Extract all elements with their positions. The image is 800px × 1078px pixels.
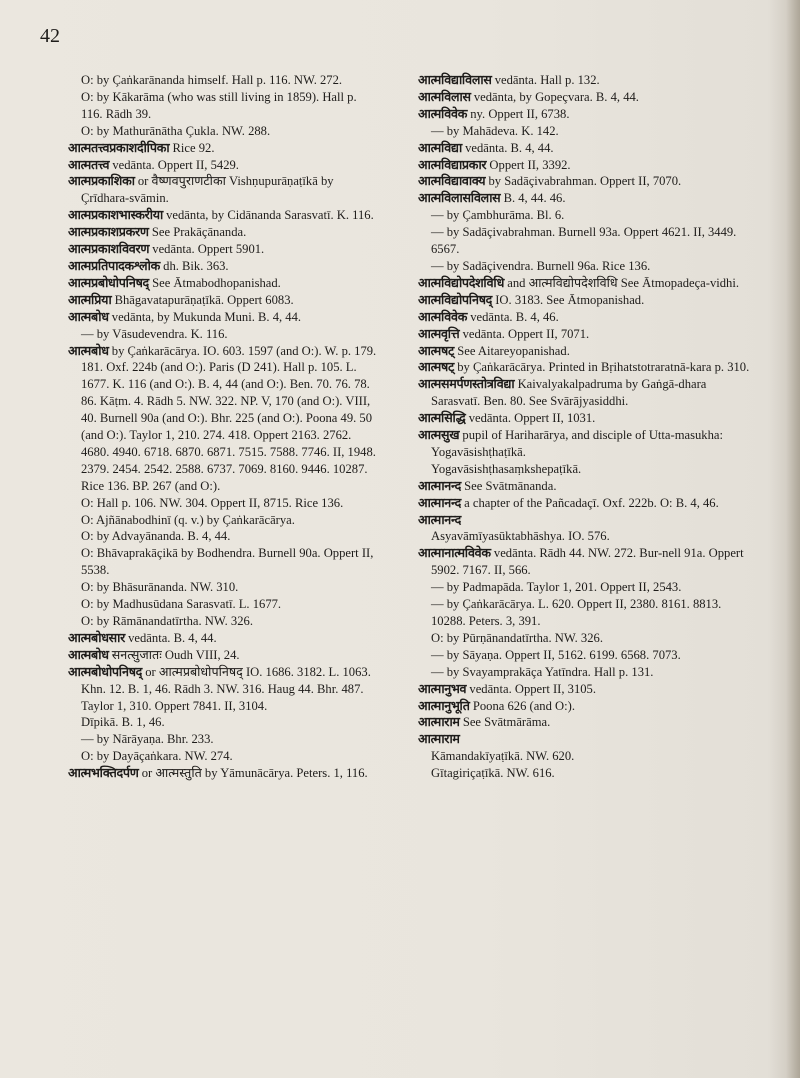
catalog-entry: [418, 765, 758, 782]
entry-headword: आत्मप्रकाशविवरण: [68, 241, 150, 257]
catalog-entry: [418, 157, 758, 174]
catalog-entry: [418, 528, 758, 545]
entry-text: by Çaṅkarācārya. IO. 603. 1597 (and O:). W. p. 179. 181. Oxf. 224b (and O:). Paris (D 241). Hall p. 105. L. 1677. K. 116 (and O:). B. 4, 44 (and O:). Ben. 70. 76. 78. 86. Kāṭm. 4. Rādh 5. NW. 322. NP. V, 170 (and O:). VIII, 40. Burnell 90a (and O:). Bhr. 225 (and O:). Poona 49. 50 (and O:). Taylor 1, 210. 274. 418. Oppert 2163. 2762. 4680. 4940. 6718. 6870. 6871. 7515. 7588. 7746. II, 1948. 2379. 2454. 2542. 2588. 6737. 7069. 8160. 9446. 10287. Rice 136. BP. 267 (and O:).: [81, 343, 377, 493]
catalog-entry: [418, 292, 758, 309]
entry-headword: आत्मप्रबोधोपनिषद्: [68, 274, 149, 290]
entry-text: or आत्मप्रबोधोपनिषद् IO. 1686. 3182. L. 1063. Khn. 12. B. 1, 46. Rādh 3. NW. 316. Haug 44. Bhr. 487. Taylor 1, 310. Oppert 7841. II, 3104.: [81, 664, 371, 713]
entry-text: ny. Oppert II, 6738.: [470, 106, 570, 121]
catalog-entry: [68, 173, 380, 207]
catalog-entry: [68, 241, 380, 258]
catalog-entry: [418, 579, 758, 596]
entry-text: dh. Bik. 363.: [163, 258, 229, 273]
left-column: [68, 72, 380, 782]
entry-headword: आत्मविवेक: [418, 308, 468, 324]
catalog-entry: [68, 258, 380, 275]
entry-headword: आत्मषट्: [418, 359, 455, 375]
catalog-entry: [418, 376, 758, 410]
catalog-entry: [418, 698, 758, 715]
catalog-entry: [418, 444, 758, 461]
entry-text: vedānta, by Gopeçvara. B. 4, 44.: [473, 89, 639, 104]
catalog-entry: [68, 647, 380, 664]
entry-text: and आत्मविद्योपदेशविधि See Ātmopadeça-vidhi.: [507, 275, 739, 290]
catalog-entry: [418, 89, 758, 106]
entry-headword: आत्मसुख: [418, 427, 460, 443]
entry-text: — by Sadāçivabrahman. Burnell 93a. Oppert 4621. II, 3449. 6567.: [431, 225, 737, 257]
entry-text: See Ātmabodhopanishad.: [152, 275, 281, 290]
entry-headword: आत्मतत्त्वप्रकाशदीपिका: [68, 139, 170, 155]
entry-headword: आत्मविवेक: [418, 105, 468, 121]
entry-text: by Çaṅkarācārya. Printed in Bṛihatstotraratnā-kara p. 310.: [457, 360, 750, 375]
entry-headword: आत्मबोधसार: [68, 629, 125, 645]
entry-headword: आत्मानन्द: [418, 494, 461, 510]
entry-text: Kāmandakīyaṭīkā. NW. 620.: [431, 749, 575, 764]
entry-text: a chapter of the Pañcadaçī. Oxf. 222b. O: B. 4, 46.: [464, 495, 719, 510]
entry-headword: आत्मभक्तिदर्पण: [68, 765, 139, 781]
entry-text: — by Vāsudevendra. K. 116.: [81, 326, 228, 341]
catalog-entry: [68, 309, 380, 326]
page-edge-shadow: [786, 0, 800, 1078]
entry-text: — by Çaṅkarācārya. L. 620. Oppert II, 2380. 8161. 8813. 10288. Peters. 3, 391.: [431, 597, 722, 628]
catalog-entry: [418, 478, 758, 495]
entry-headword: आत्मप्रतिपादकश्लोक: [68, 257, 160, 273]
entry-headword: आत्मविद्यावाक्य: [418, 173, 486, 189]
entry-text: — by Çambhurāma. Bl. 6.: [431, 208, 565, 223]
entry-text: See Svātmārāma.: [462, 715, 551, 730]
entry-text: O: by Advayānanda. B. 4, 44.: [81, 529, 231, 544]
catalog-entry: [418, 190, 758, 207]
entry-text: Bhāgavatapurāṇaṭīkā. Oppert 6083.: [114, 292, 294, 307]
catalog-entry: [418, 140, 758, 157]
entry-text: — by Padmapāda. Taylor 1, 201. Oppert II, 2543.: [431, 580, 682, 595]
catalog-entry: [418, 714, 758, 731]
entry-headword: आत्मविलास: [418, 88, 471, 104]
catalog-entry: [68, 664, 380, 715]
entry-text: सनत्सुजातः Oudh VIII, 24.: [111, 647, 240, 662]
entry-text: vedānta. Rādh 44. NW. 272. Bur-nell 91a. Oppert 5902. 7167. II, 566.: [431, 546, 744, 578]
catalog-entry: [68, 731, 380, 748]
catalog-entry: [418, 410, 758, 427]
catalog-entry: [68, 224, 380, 241]
entry-headword: आत्मविद्योपदेशविधि: [418, 274, 505, 290]
catalog-entry: [68, 343, 380, 495]
entry-headword: आत्मबोध: [68, 342, 109, 358]
catalog-entry: [68, 613, 380, 630]
entry-headword: आत्मषट्: [418, 342, 455, 358]
entry-headword: आत्मानुभूति: [418, 697, 470, 713]
entry-text: O: Hall p. 106. NW. 304. Oppert II, 8715. Rice 136.: [81, 495, 344, 510]
entry-text: O: by Mathurānātha Çukla. NW. 288.: [81, 123, 271, 138]
catalog-entry: [418, 123, 758, 140]
entry-text: — by Sāyaṇa. Oppert II, 5162. 6199. 6568. 7073.: [431, 647, 681, 662]
page-number: 42: [40, 25, 60, 47]
entry-text: O: by Çaṅkarānanda himself. Hall p. 116. NW. 272.: [81, 73, 343, 87]
entry-text: by Sadāçivabrahman. Oppert II, 7070.: [488, 174, 682, 189]
entry-headword: आत्मसिद्धि: [418, 410, 466, 426]
entry-text: vedānta. Oppert 5901.: [152, 242, 265, 257]
catalog-entry: [418, 545, 758, 579]
catalog-entry: [418, 359, 758, 376]
entry-headword: आत्मसमर्पणस्तोत्रविद्या: [418, 376, 515, 392]
catalog-entry: [68, 326, 380, 343]
catalog-entry: [68, 495, 380, 512]
right-column: [418, 72, 758, 782]
entry-text: vedānta, by Mukunda Muni. B. 4, 44.: [111, 309, 302, 324]
catalog-entry: [68, 140, 380, 157]
entry-headword: आत्मबोध: [68, 646, 109, 662]
entry-text: Yogavāsishṭhasaṃkshepaṭīkā.: [431, 461, 582, 476]
entry-text: O: by Rāmānandatīrtha. NW. 326.: [81, 614, 253, 628]
entry-headword: आत्माराम: [418, 731, 460, 747]
catalog-entry: [68, 72, 380, 89]
entry-headword: आत्मप्रकाशभास्करीया: [68, 207, 163, 223]
entry-text: Asyavāmīyasūktabhāshya. IO. 576.: [431, 529, 610, 544]
entry-text: Poona 626 (and O:).: [472, 698, 575, 713]
catalog-entry: [418, 224, 758, 258]
entry-text: Gītagiriçaṭīkā. NW. 616.: [431, 766, 555, 781]
entry-text: — by Sadāçivendra. Burnell 96a. Rice 136.: [431, 258, 651, 273]
entry-headword: आत्मप्रिया: [68, 291, 112, 307]
entry-text: Kaivalyakalpadruma by Gaṅgā-dhara Sarasvatī. Ben. 80. See Svārājyasiddhi.: [431, 377, 707, 409]
entry-text: Dīpikā. B. 1, 46.: [81, 715, 165, 730]
entry-headword: आत्मविद्योपनिषद्: [418, 291, 493, 307]
catalog-entry: [418, 461, 758, 478]
entry-text: O: Ajñānabodhinī (q. v.) by Çaṅkarācārya.: [81, 512, 295, 527]
entry-text: — by Svayamprakāça Yatīndra. Hall p. 131.: [431, 664, 654, 679]
entry-text: vedānta. Oppert II, 7071.: [462, 326, 590, 341]
entry-headword: आत्मविद्याप्रकार: [418, 156, 487, 172]
entry-text: vedānta, by Cidānanda Sarasvatī. K. 116.: [166, 208, 374, 223]
entry-text: See Svātmānanda.: [464, 478, 557, 493]
catalog-entry: [418, 207, 758, 224]
entry-headword: आत्माराम: [418, 714, 460, 730]
catalog-entry: [418, 427, 758, 444]
entry-text: or आत्मस्तुति by Yāmunācārya. Peters. 1, 116.: [141, 766, 368, 781]
catalog-entry: [418, 495, 758, 512]
entry-headword: आत्मविलासविलास: [418, 190, 501, 206]
entry-text: Oppert II, 3392.: [489, 157, 571, 172]
entry-text: vedānta. Oppert II, 3105.: [469, 681, 597, 696]
entry-text: O: by Madhusūdana Sarasvatī. L. 1677.: [81, 597, 282, 612]
entry-text: B. 4, 44. 46.: [503, 191, 566, 206]
catalog-entry: [68, 275, 380, 292]
entry-text: O: by Kākarāma (who was still living in 1859). Hall p. 116. Rādh 39.: [81, 89, 357, 121]
entry-text: vedānta. Hall p. 132.: [494, 73, 600, 87]
catalog-entry: [418, 681, 758, 698]
catalog-entry: [68, 630, 380, 647]
catalog-entry: [418, 664, 758, 681]
catalog-entry: [418, 731, 758, 748]
entry-text: O: Bhāvaprakāçikā by Bodhendra. Burnell 90a. Oppert II, 5538.: [81, 546, 374, 578]
catalog-entry: [68, 512, 380, 529]
catalog-entry: [68, 545, 380, 579]
entry-headword: आत्मानन्द: [418, 477, 461, 493]
entry-text: vedānta. Oppert II, 5429.: [112, 157, 239, 172]
catalog-entry: [418, 106, 758, 123]
catalog-entry: [68, 123, 380, 140]
entry-text: See Prakāçānanda.: [151, 225, 247, 240]
entry-headword: आत्मविद्या: [418, 139, 462, 155]
entry-text: O: by Bhāsurānanda. NW. 310.: [81, 580, 239, 595]
catalog-entry: [418, 647, 758, 664]
catalog-entry: [418, 258, 758, 275]
entry-headword: आत्मबोधोपनिषद्: [68, 663, 143, 679]
entry-text: — by Mahādeva. K. 142.: [431, 123, 559, 138]
entry-headword: आत्मानात्मविवेक: [418, 545, 491, 561]
entry-text: O: by Dayāçaṅkara. NW. 274.: [81, 749, 233, 764]
catalog-entry: [418, 748, 758, 765]
entry-headword: आत्मतत्त्व: [68, 156, 110, 172]
entry-text: vedānta. B. 4, 44.: [465, 140, 554, 155]
catalog-entry: [418, 173, 758, 190]
entry-headword: आत्मानुभव: [418, 680, 467, 696]
catalog-entry: [68, 528, 380, 545]
catalog-entry: [418, 596, 758, 630]
entry-text: Yogavāsishṭhaṭīkā.: [431, 444, 526, 459]
entry-headword: आत्मानन्द: [418, 511, 461, 527]
entry-text: O: by Pūrṇānandatīrtha. NW. 326.: [431, 630, 603, 645]
catalog-entry: [68, 579, 380, 596]
entry-headword: आत्मप्रकाशप्रकरण: [68, 224, 149, 240]
entry-headword: आत्मप्रकाशिका: [68, 173, 135, 189]
catalog-entry: [418, 630, 758, 647]
entry-text: See Aitareyopanishad.: [457, 343, 570, 358]
catalog-entry: [68, 292, 380, 309]
catalog-entry: [68, 207, 380, 224]
entry-text: Rice 92.: [172, 140, 215, 155]
catalog-entry: [68, 157, 380, 174]
entry-text: or वैष्णवपुराणटीका Vishṇupurāṇaṭīkā by Çrīdhara-svāmin.: [81, 174, 334, 206]
entry-text: — by Nārāyaṇa. Bhr. 233.: [81, 732, 214, 747]
entry-text: IO. 3183. See Ātmopanishad.: [495, 292, 645, 307]
catalog-entry: [418, 72, 758, 89]
catalog-entry: [418, 343, 758, 360]
entry-headword: आत्मवृत्ति: [418, 325, 460, 341]
catalog-entry: [418, 512, 758, 529]
entry-headword: आत्मबोध: [68, 308, 109, 324]
catalog-entry: [68, 596, 380, 613]
entry-text: vedānta. B. 4, 46.: [470, 309, 559, 324]
catalog-entry: [68, 748, 380, 765]
catalog-entry: [418, 326, 758, 343]
catalog-entry: [68, 765, 380, 782]
catalog-entry: [418, 275, 758, 292]
entry-text: vedānta. Oppert II, 1031.: [468, 411, 596, 426]
catalog-entry: [68, 89, 380, 123]
catalog-entry: [68, 714, 380, 731]
catalog-entry: [418, 309, 758, 326]
entry-text: vedānta. B. 4, 44.: [128, 630, 217, 645]
entry-headword: आत्मविद्याविलास: [418, 72, 492, 87]
entry-text: pupil of Hariharārya, and disciple of Utta-masukha:: [462, 428, 723, 443]
